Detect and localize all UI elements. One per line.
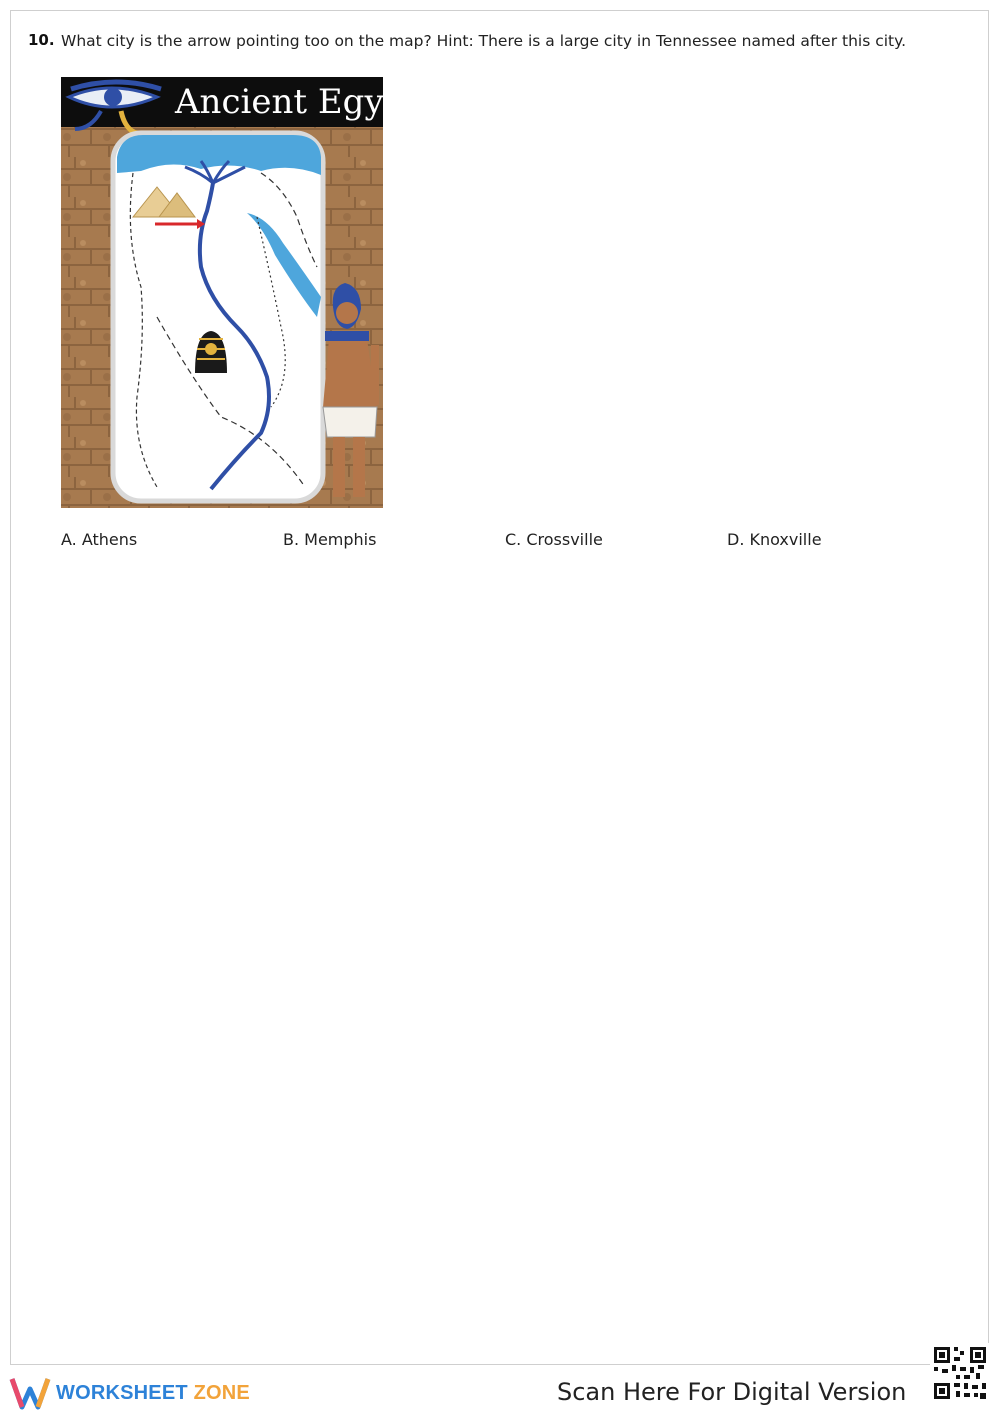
ancient-egypt-map-image <box>61 77 420 508</box>
w-logo-icon <box>10 1377 50 1409</box>
map-title: Ancient Egypt <box>175 82 420 122</box>
brand-name <box>56 1382 250 1405</box>
brand-part-1: WORKSHEET <box>56 1381 188 1404</box>
brand-part-2: ZONE <box>193 1381 250 1404</box>
choice-b[interactable]: B. Memphis <box>283 530 377 549</box>
choice-a[interactable]: A. Athens <box>61 530 138 549</box>
map-panel <box>113 133 323 501</box>
worksheetzone-logo[interactable] <box>10 1376 250 1410</box>
choice-c[interactable]: C. Crossville <box>505 530 603 549</box>
scan-prompt-text: Scan Here For Digital Version <box>557 1378 907 1406</box>
qr-code-icon[interactable] <box>930 1343 990 1403</box>
answer-choices <box>61 530 951 554</box>
question-number: 10. <box>28 31 55 49</box>
question-text: What city is the arrow pointing too on the map? Hint: There is a large city in Tennessee named after this city. <box>61 32 906 50</box>
choice-d[interactable]: D. Knoxville <box>727 530 822 549</box>
